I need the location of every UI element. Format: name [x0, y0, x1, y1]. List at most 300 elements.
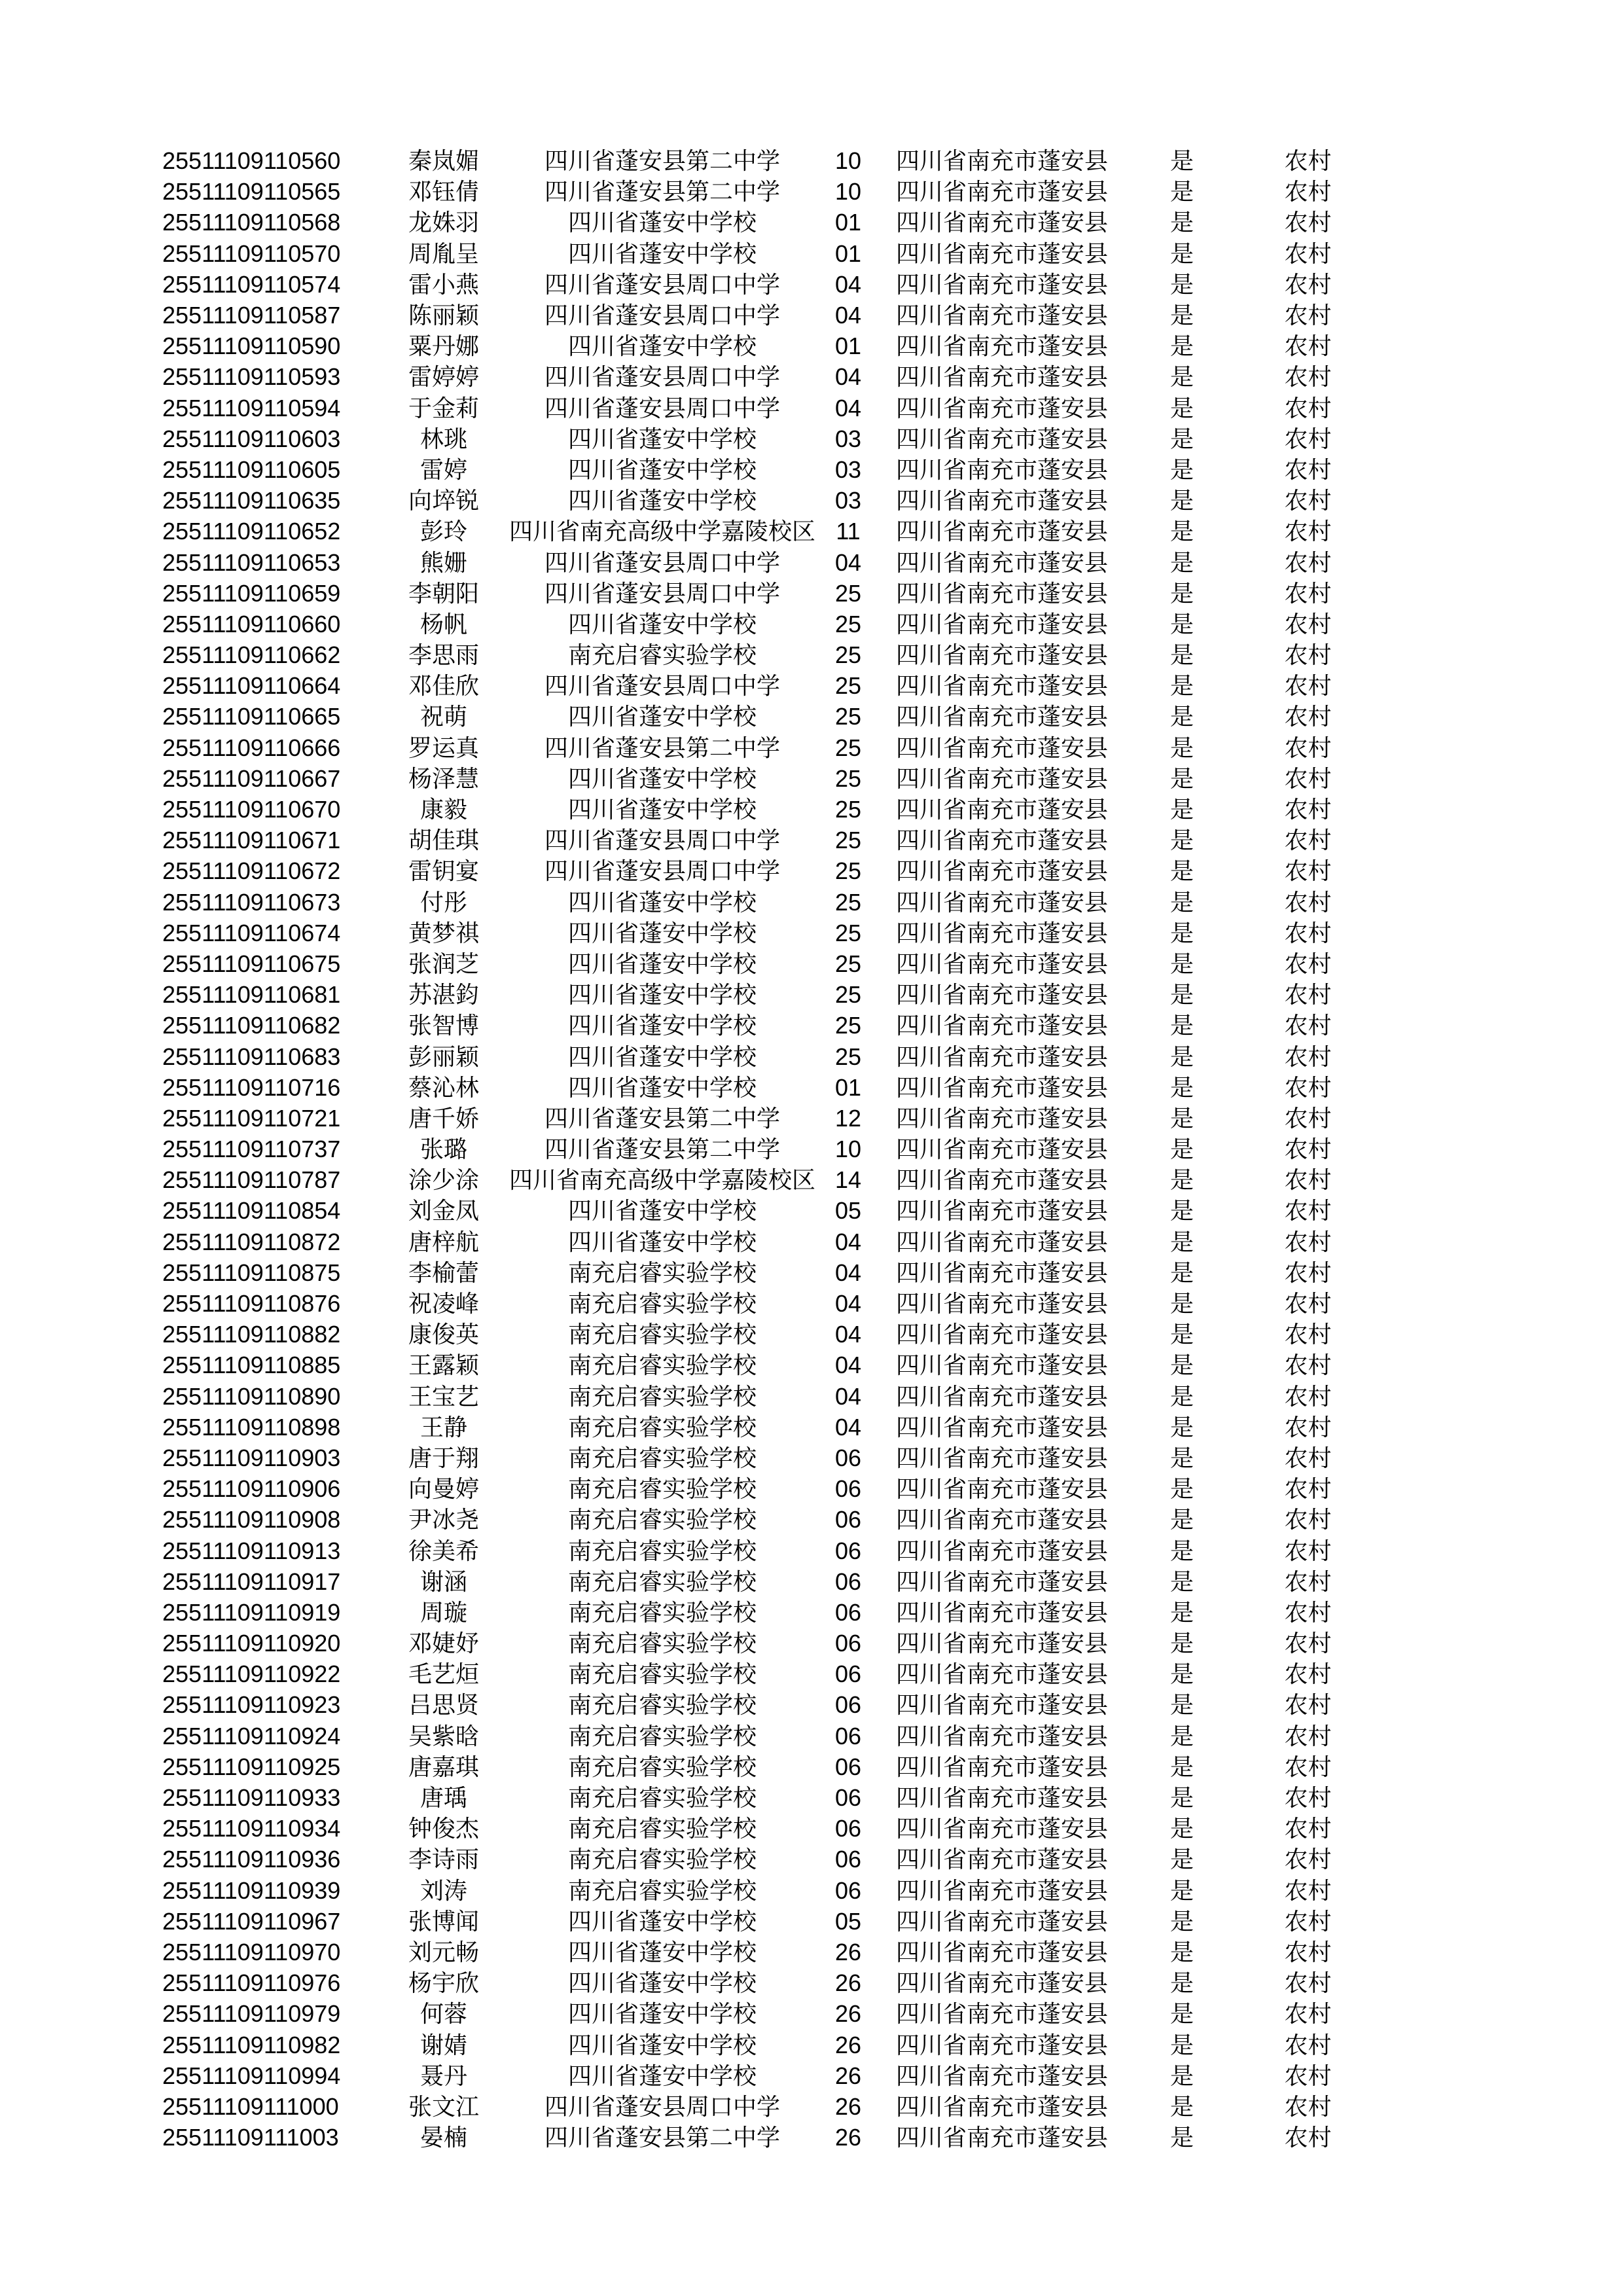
eligibility-flag-cell: 是 [1170, 1166, 1194, 1194]
school-cell: 四川省蓬安中学校 [568, 2031, 757, 2058]
eligibility-flag-cell: 是 [1170, 1722, 1194, 1749]
eligibility-flag-cell: 是 [1170, 425, 1194, 452]
exam-number-cell: 25511109110976 [162, 1969, 341, 1997]
class-cell: 12 [834, 1104, 862, 1132]
table-row [162, 825, 1375, 855]
exam-number-cell: 25511109110681 [162, 981, 341, 1009]
class-cell: 06 [834, 1444, 862, 1471]
table-row [162, 1906, 1375, 1937]
household-location-cell: 四川省南充市蓬安县 [896, 1722, 1109, 1749]
rural-urban-cell: 农村 [1284, 1444, 1332, 1471]
class-cell: 10 [834, 178, 862, 206]
student-name-cell: 王露颖 [408, 1352, 479, 1379]
student-name-cell: 周胤呈 [408, 240, 479, 267]
eligibility-flag-cell: 是 [1170, 1846, 1194, 1873]
household-location-cell: 四川省南充市蓬安县 [896, 950, 1109, 977]
student-name-cell: 粟丹娜 [408, 332, 479, 360]
household-location-cell: 四川省南充市蓬安县 [896, 1321, 1109, 1348]
table-row [162, 1937, 1375, 1967]
eligibility-flag-cell: 是 [1170, 1815, 1194, 1842]
school-cell: 四川省蓬安中学校 [568, 796, 757, 823]
household-location-cell: 四川省南充市蓬安县 [896, 1938, 1109, 1965]
student-name-cell: 秦岚媚 [408, 147, 479, 175]
exam-number-cell: 25511109110682 [162, 1012, 341, 1039]
student-list-table [162, 145, 1375, 2153]
household-location-cell: 四川省南充市蓬安县 [896, 2124, 1109, 2151]
student-name-cell: 唐嘉琪 [408, 1753, 479, 1780]
table-row [162, 578, 1375, 609]
class-cell: 25 [834, 1012, 862, 1039]
student-name-cell: 李思雨 [408, 641, 479, 669]
table-row [162, 1072, 1375, 1103]
rural-urban-cell: 农村 [1284, 1475, 1332, 1503]
school-cell: 四川省蓬安县周口中学 [544, 579, 781, 607]
student-name-cell: 雷钥宴 [408, 857, 479, 885]
student-name-cell: 祝凌峰 [408, 1290, 479, 1318]
student-name-cell: 涂少涂 [408, 1166, 479, 1194]
school-cell: 南充启睿实验学校 [568, 1352, 757, 1379]
exam-number-cell: 25511109110675 [162, 950, 341, 977]
exam-number-cell: 25511109110652 [162, 518, 341, 545]
household-location-cell: 四川省南充市蓬安县 [896, 1506, 1109, 1534]
exam-number-cell: 25511109110565 [162, 178, 341, 206]
rural-urban-cell: 农村 [1284, 302, 1332, 329]
rural-urban-cell: 农村 [1284, 456, 1332, 483]
rural-urban-cell: 农村 [1284, 919, 1332, 946]
eligibility-flag-cell: 是 [1170, 796, 1194, 823]
school-cell: 四川省蓬安中学校 [568, 1073, 757, 1101]
student-name-cell: 刘元畅 [408, 1938, 479, 1965]
rural-urban-cell: 农村 [1284, 1598, 1332, 1626]
class-cell: 25 [834, 888, 862, 916]
student-name-cell: 何蓉 [419, 2000, 467, 2028]
school-cell: 四川省蓬安中学校 [568, 1969, 757, 1997]
exam-number-cell: 25511109110872 [162, 1228, 341, 1255]
exam-number-cell: 25511109110671 [162, 827, 341, 854]
school-cell: 四川省南充高级中学嘉陵校区 [509, 1166, 816, 1194]
rural-urban-cell: 农村 [1284, 672, 1332, 700]
table-row [162, 639, 1375, 670]
table-row [162, 1751, 1375, 1782]
table-row [162, 609, 1375, 639]
table-row [162, 547, 1375, 577]
household-location-cell: 四川省南充市蓬安县 [896, 1444, 1109, 1471]
household-location-cell: 四川省南充市蓬安县 [896, 1197, 1109, 1225]
school-cell: 南充启睿实验学校 [568, 1660, 757, 1688]
household-location-cell: 四川省南充市蓬安县 [896, 1382, 1109, 1410]
exam-number-cell: 25511109110605 [162, 456, 341, 483]
student-name-cell: 周璇 [419, 1598, 467, 1626]
eligibility-flag-cell: 是 [1170, 1630, 1194, 1657]
exam-number-cell: 25511109110593 [162, 363, 341, 391]
rural-urban-cell: 农村 [1284, 796, 1332, 823]
school-cell: 四川省蓬安中学校 [568, 425, 757, 452]
class-cell: 06 [834, 1630, 862, 1657]
student-name-cell: 康毅 [419, 796, 467, 823]
table-row [162, 763, 1375, 794]
class-cell: 06 [834, 1846, 862, 1873]
household-location-cell: 四川省南充市蓬安县 [896, 1104, 1109, 1132]
student-name-cell: 邓婕妤 [408, 1630, 479, 1657]
school-cell: 南充启睿实验学校 [568, 1259, 757, 1286]
student-name-cell: 祝萌 [419, 703, 467, 730]
eligibility-flag-cell: 是 [1170, 1969, 1194, 1997]
student-name-cell: 雷婷婷 [408, 363, 479, 391]
class-cell: 26 [834, 2062, 862, 2089]
school-cell: 四川省蓬安中学校 [568, 2000, 757, 2028]
school-cell: 南充启睿实验学校 [568, 1568, 757, 1595]
class-cell: 10 [834, 1136, 862, 1163]
eligibility-flag-cell: 是 [1170, 734, 1194, 761]
exam-number-cell: 25511109110673 [162, 888, 341, 916]
table-row [162, 948, 1375, 979]
exam-number-cell: 25511109110967 [162, 1907, 341, 1935]
rural-urban-cell: 农村 [1284, 1197, 1332, 1225]
table-row [162, 1782, 1375, 1813]
school-cell: 南充启睿实验学校 [568, 1630, 757, 1657]
class-cell: 25 [834, 981, 862, 1009]
rural-urban-cell: 农村 [1284, 734, 1332, 761]
exam-number-cell: 25511109110659 [162, 579, 341, 607]
exam-number-cell: 25511109110635 [162, 487, 341, 514]
school-cell: 四川省蓬安县周口中学 [544, 548, 781, 576]
table-row [162, 1875, 1375, 1906]
exam-number-cell: 25511109110920 [162, 1630, 341, 1657]
table-body [162, 145, 1375, 2153]
exam-number-cell: 25511109110660 [162, 610, 341, 637]
household-location-cell: 四川省南充市蓬安县 [896, 487, 1109, 514]
eligibility-flag-cell: 是 [1170, 2124, 1194, 2151]
school-cell: 四川省蓬安县第二中学 [544, 2124, 781, 2151]
household-location-cell: 四川省南充市蓬安县 [896, 1876, 1109, 1904]
eligibility-flag-cell: 是 [1170, 178, 1194, 206]
eligibility-flag-cell: 是 [1170, 1475, 1194, 1503]
eligibility-flag-cell: 是 [1170, 1012, 1194, 1039]
rural-urban-cell: 农村 [1284, 1969, 1332, 1997]
class-cell: 04 [834, 1382, 862, 1410]
rural-urban-cell: 农村 [1284, 2062, 1332, 2089]
household-location-cell: 四川省南充市蓬安县 [896, 1228, 1109, 1255]
rural-urban-cell: 农村 [1284, 2124, 1332, 2151]
school-cell: 四川省蓬安县第二中学 [544, 1104, 781, 1132]
rural-urban-cell: 农村 [1284, 1012, 1332, 1039]
household-location-cell: 四川省南充市蓬安县 [896, 1073, 1109, 1101]
table-row [162, 1288, 1375, 1319]
eligibility-flag-cell: 是 [1170, 1876, 1194, 1904]
class-cell: 25 [834, 857, 862, 885]
rural-urban-cell: 农村 [1284, 1228, 1332, 1255]
eligibility-flag-cell: 是 [1170, 1660, 1194, 1688]
school-cell: 四川省蓬安中学校 [568, 981, 757, 1009]
class-cell: 25 [834, 796, 862, 823]
exam-number-cell: 25511109110882 [162, 1321, 341, 1348]
class-cell: 25 [834, 1043, 862, 1070]
table-row [162, 670, 1375, 701]
table-row [162, 1010, 1375, 1041]
table-row [162, 1350, 1375, 1380]
class-cell: 03 [834, 456, 862, 483]
exam-number-cell: 25511109110716 [162, 1073, 341, 1101]
household-location-cell: 四川省南充市蓬安县 [896, 1630, 1109, 1657]
table-row [162, 918, 1375, 948]
school-cell: 四川省蓬安中学校 [568, 610, 757, 637]
eligibility-flag-cell: 是 [1170, 363, 1194, 391]
table-row [162, 516, 1375, 547]
class-cell: 03 [834, 425, 862, 452]
class-cell: 26 [834, 2000, 862, 2028]
table-row [162, 1597, 1375, 1628]
exam-number-cell: 25511109110653 [162, 548, 341, 576]
rural-urban-cell: 农村 [1284, 394, 1332, 422]
rural-urban-cell: 农村 [1284, 641, 1332, 669]
school-cell: 四川省蓬安县周口中学 [544, 2092, 781, 2120]
rural-urban-cell: 农村 [1284, 610, 1332, 637]
household-location-cell: 四川省南充市蓬安县 [896, 703, 1109, 730]
class-cell: 04 [834, 1321, 862, 1348]
class-cell: 26 [834, 1938, 862, 1965]
class-cell: 01 [834, 209, 862, 236]
eligibility-flag-cell: 是 [1170, 610, 1194, 637]
class-cell: 04 [834, 270, 862, 298]
household-location-cell: 四川省南充市蓬安县 [896, 425, 1109, 452]
table-row [162, 1381, 1375, 1412]
exam-number-cell: 25511109110574 [162, 270, 341, 298]
table-row [162, 423, 1375, 454]
rural-urban-cell: 农村 [1284, 518, 1332, 545]
exam-number-cell: 25511109110970 [162, 1938, 341, 1965]
table-row [162, 485, 1375, 516]
household-location-cell: 四川省南充市蓬安县 [896, 2000, 1109, 2028]
eligibility-flag-cell: 是 [1170, 1073, 1194, 1101]
table-row [162, 145, 1375, 176]
table-row [162, 269, 1375, 300]
eligibility-flag-cell: 是 [1170, 1290, 1194, 1318]
household-location-cell: 四川省南充市蓬安县 [896, 270, 1109, 298]
class-cell: 06 [834, 1784, 862, 1812]
school-cell: 四川省蓬安县周口中学 [544, 302, 781, 329]
table-row [162, 1504, 1375, 1535]
eligibility-flag-cell: 是 [1170, 641, 1194, 669]
student-name-cell: 李朝阳 [408, 579, 479, 607]
school-cell: 四川省蓬安中学校 [568, 1197, 757, 1225]
school-cell: 四川省蓬安中学校 [568, 456, 757, 483]
table-row [162, 1689, 1375, 1720]
school-cell: 四川省蓬安县周口中学 [544, 857, 781, 885]
student-name-cell: 张璐 [419, 1136, 467, 1163]
eligibility-flag-cell: 是 [1170, 1321, 1194, 1348]
eligibility-flag-cell: 是 [1170, 487, 1194, 514]
table-row [162, 794, 1375, 825]
eligibility-flag-cell: 是 [1170, 672, 1194, 700]
eligibility-flag-cell: 是 [1170, 518, 1194, 545]
table-row [162, 331, 1375, 361]
household-location-cell: 四川省南充市蓬安县 [896, 1537, 1109, 1564]
household-location-cell: 四川省南充市蓬安县 [896, 1166, 1109, 1194]
school-cell: 南充启睿实验学校 [568, 1598, 757, 1626]
class-cell: 01 [834, 1073, 862, 1101]
school-cell: 四川省蓬安中学校 [568, 1012, 757, 1039]
student-name-cell: 张博闻 [408, 1907, 479, 1935]
exam-number-cell: 25511109110664 [162, 672, 341, 700]
student-name-cell: 向埣锐 [408, 487, 479, 514]
exam-number-cell: 25511109110674 [162, 919, 341, 946]
class-cell: 06 [834, 1815, 862, 1842]
eligibility-flag-cell: 是 [1170, 2062, 1194, 2089]
exam-number-cell: 25511109110603 [162, 425, 341, 452]
rural-urban-cell: 农村 [1284, 2092, 1332, 2120]
household-location-cell: 四川省南充市蓬安县 [896, 610, 1109, 637]
student-name-cell: 吕思贤 [408, 1691, 479, 1719]
exam-number-cell: 25511109110683 [162, 1043, 341, 1070]
rural-urban-cell: 农村 [1284, 1722, 1332, 1749]
class-cell: 25 [834, 919, 862, 946]
exam-number-cell: 25511109110885 [162, 1352, 341, 1379]
table-row [162, 2029, 1375, 2060]
school-cell: 四川省蓬安中学校 [568, 1938, 757, 1965]
class-cell: 06 [834, 1722, 862, 1749]
household-location-cell: 四川省南充市蓬安县 [896, 548, 1109, 576]
rural-urban-cell: 农村 [1284, 703, 1332, 730]
household-location-cell: 四川省南充市蓬安县 [896, 1691, 1109, 1719]
exam-number-cell: 25511109110913 [162, 1537, 341, 1564]
table-row [162, 1164, 1375, 1195]
table-row [162, 1134, 1375, 1164]
exam-number-cell: 25511109110570 [162, 240, 341, 267]
class-cell: 04 [834, 1290, 862, 1318]
household-location-cell: 四川省南充市蓬安县 [896, 857, 1109, 885]
school-cell: 四川省蓬安中学校 [568, 950, 757, 977]
student-name-cell: 向曼婷 [408, 1475, 479, 1503]
table-row [162, 1998, 1375, 2029]
class-cell: 04 [834, 394, 862, 422]
household-location-cell: 四川省南充市蓬安县 [896, 1352, 1109, 1379]
class-cell: 25 [834, 672, 862, 700]
eligibility-flag-cell: 是 [1170, 764, 1194, 792]
class-cell: 04 [834, 1259, 862, 1286]
school-cell: 四川省南充高级中学嘉陵校区 [509, 518, 816, 545]
household-location-cell: 四川省南充市蓬安县 [896, 1907, 1109, 1935]
student-name-cell: 龙姝羽 [408, 209, 479, 236]
exam-number-cell: 25511109110670 [162, 796, 341, 823]
rural-urban-cell: 农村 [1284, 332, 1332, 360]
rural-urban-cell: 农村 [1284, 1290, 1332, 1318]
student-name-cell: 邓钰倩 [408, 178, 479, 206]
rural-urban-cell: 农村 [1284, 1907, 1332, 1935]
household-location-cell: 四川省南充市蓬安县 [896, 178, 1109, 206]
student-name-cell: 彭丽颖 [408, 1043, 479, 1070]
student-name-cell: 黄梦祺 [408, 919, 479, 946]
household-location-cell: 四川省南充市蓬安县 [896, 641, 1109, 669]
class-cell: 01 [834, 240, 862, 267]
table-row [162, 1319, 1375, 1350]
table-row [162, 1103, 1375, 1134]
rural-urban-cell: 农村 [1284, 1321, 1332, 1348]
exam-number-cell: 25511109110890 [162, 1382, 341, 1410]
student-name-cell: 唐千娇 [408, 1104, 479, 1132]
school-cell: 四川省蓬安中学校 [568, 1907, 757, 1935]
student-name-cell: 邓佳欣 [408, 672, 479, 700]
eligibility-flag-cell: 是 [1170, 147, 1194, 175]
rural-urban-cell: 农村 [1284, 1352, 1332, 1379]
eligibility-flag-cell: 是 [1170, 950, 1194, 977]
table-row [162, 1628, 1375, 1659]
school-cell: 四川省蓬安中学校 [568, 1228, 757, 1255]
class-cell: 25 [834, 610, 862, 637]
class-cell: 06 [834, 1598, 862, 1626]
school-cell: 南充启睿实验学校 [568, 1382, 757, 1410]
school-cell: 南充启睿实验学校 [568, 1537, 757, 1564]
eligibility-flag-cell: 是 [1170, 1537, 1194, 1564]
rural-urban-cell: 农村 [1284, 1413, 1332, 1441]
table-row [162, 887, 1375, 918]
student-name-cell: 苏湛鈞 [408, 981, 479, 1009]
rural-urban-cell: 农村 [1284, 1043, 1332, 1070]
household-location-cell: 四川省南充市蓬安县 [896, 1598, 1109, 1626]
class-cell: 06 [834, 1660, 862, 1688]
rural-urban-cell: 农村 [1284, 1815, 1332, 1842]
household-location-cell: 四川省南充市蓬安县 [896, 1043, 1109, 1070]
student-name-cell: 杨宇欣 [408, 1969, 479, 1997]
eligibility-flag-cell: 是 [1170, 1352, 1194, 1379]
student-name-cell: 李诗雨 [408, 1846, 479, 1873]
rural-urban-cell: 农村 [1284, 209, 1332, 236]
exam-number-cell: 25511109110939 [162, 1876, 341, 1904]
exam-number-cell: 25511109110560 [162, 147, 341, 175]
eligibility-flag-cell: 是 [1170, 981, 1194, 1009]
student-name-cell: 杨帆 [419, 610, 467, 637]
class-cell: 05 [834, 1197, 862, 1225]
student-name-cell: 王静 [419, 1413, 467, 1441]
rural-urban-cell: 农村 [1284, 270, 1332, 298]
school-cell: 四川省蓬安中学校 [568, 764, 757, 792]
exam-number-cell: 25511109110903 [162, 1444, 341, 1471]
household-location-cell: 四川省南充市蓬安县 [896, 1846, 1109, 1873]
exam-number-cell: 25511109110919 [162, 1598, 341, 1626]
student-name-cell: 唐梓航 [408, 1228, 479, 1255]
rural-urban-cell: 农村 [1284, 764, 1332, 792]
table-row [162, 2091, 1375, 2122]
household-location-cell: 四川省南充市蓬安县 [896, 2092, 1109, 2120]
eligibility-flag-cell: 是 [1170, 394, 1194, 422]
school-cell: 南充启睿实验学校 [568, 1444, 757, 1471]
class-cell: 25 [834, 734, 862, 761]
table-row [162, 1412, 1375, 1443]
rural-urban-cell: 农村 [1284, 888, 1332, 916]
table-row [162, 1195, 1375, 1226]
class-cell: 06 [834, 1691, 862, 1719]
table-row [162, 1535, 1375, 1566]
table-row [162, 1566, 1375, 1597]
exam-number-cell: 25511109110667 [162, 764, 341, 792]
household-location-cell: 四川省南充市蓬安县 [896, 1969, 1109, 1997]
class-cell: 06 [834, 1537, 862, 1564]
exam-number-cell: 25511109110587 [162, 302, 341, 329]
eligibility-flag-cell: 是 [1170, 1753, 1194, 1780]
student-name-cell: 聂丹 [419, 2062, 467, 2089]
school-cell: 四川省蓬安县第二中学 [544, 1136, 781, 1163]
school-cell: 南充启睿实验学校 [568, 1413, 757, 1441]
table-row [162, 393, 1375, 423]
student-name-cell: 林珧 [419, 425, 467, 452]
class-cell: 06 [834, 1568, 862, 1595]
student-name-cell: 胡佳琪 [408, 827, 479, 854]
rural-urban-cell: 农村 [1284, 981, 1332, 1009]
rural-urban-cell: 农村 [1284, 857, 1332, 885]
student-name-cell: 罗运真 [408, 734, 479, 761]
rural-urban-cell: 农村 [1284, 1630, 1332, 1657]
eligibility-flag-cell: 是 [1170, 1568, 1194, 1595]
table-row [162, 1659, 1375, 1689]
